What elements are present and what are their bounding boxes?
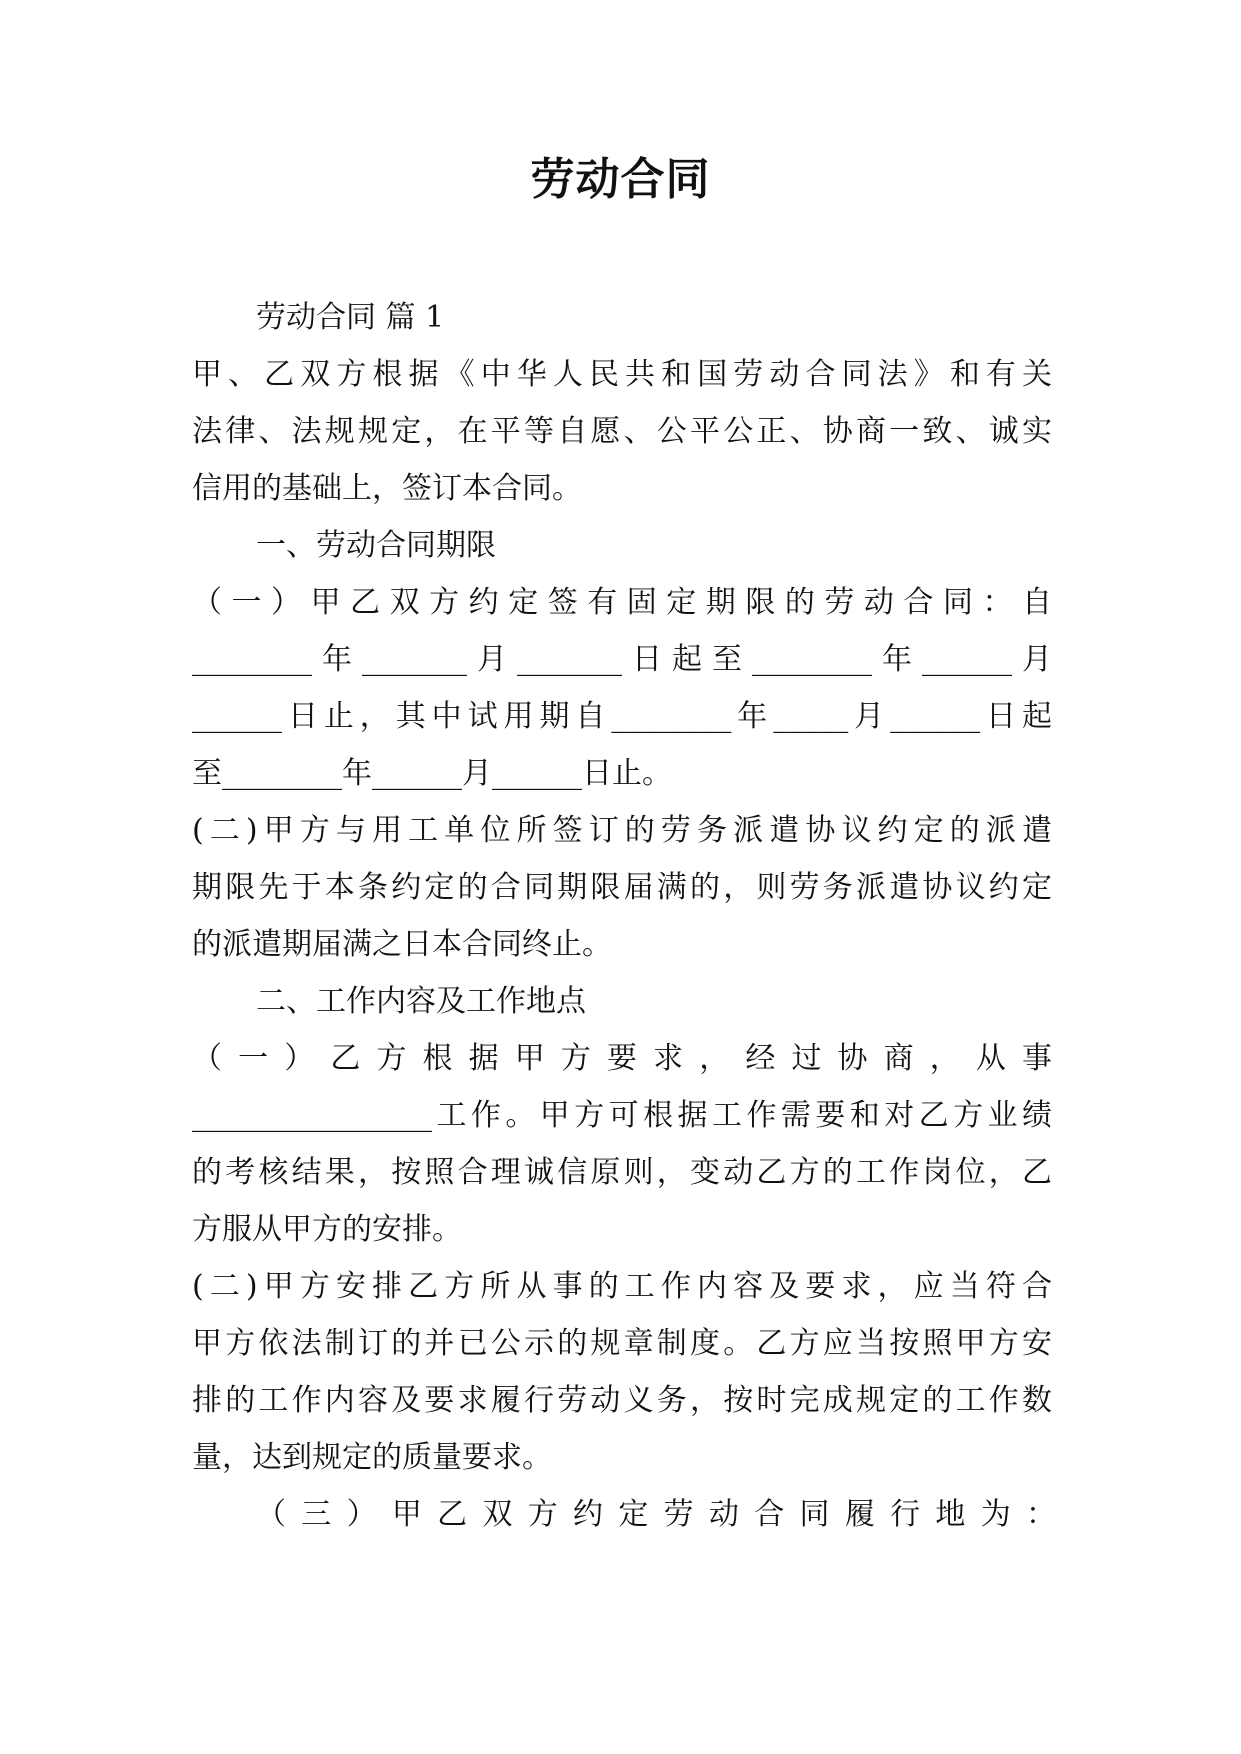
section-heading-term: 一、劳动合同期限	[256, 528, 496, 563]
paragraph-line-blanks: ______日止，其中试用期自________年_____月______日起	[192, 699, 1052, 734]
paragraph-line: 法律、法规规定，在平等自愿、公平公正、协商一致、诚实	[192, 414, 1052, 449]
section-heading-work: 二、工作内容及工作地点	[256, 984, 586, 1019]
paragraph-line-blanks: 至________年______月______日止。	[192, 756, 672, 791]
paragraph-line: 的派遣期届满之日本合同终止。	[192, 927, 612, 962]
paragraph-line: 甲、乙双方根据《中华人民共和国劳动合同法》和有关	[192, 357, 1052, 392]
paragraph-line: （一）甲乙双方约定签有固定期限的劳动合同：自	[192, 585, 1052, 620]
paragraph-line: 方服从甲方的安排。	[192, 1212, 462, 1247]
paragraph-line: 的考核结果，按照合理诚信原则，变动乙方的工作岗位，乙	[192, 1155, 1052, 1190]
section-heading-part-1: 劳动合同 篇 1	[256, 300, 445, 335]
paragraph-line: (二)甲方与用工单位所签订的劳务派遣协议约定的派遣	[192, 813, 1052, 848]
paragraph-line: 信用的基础上，签订本合同。	[192, 471, 582, 506]
paragraph-line: 排的工作内容及要求履行劳动义务，按时完成规定的工作数	[192, 1383, 1052, 1418]
paragraph-line: （一）乙方根据甲方要求，经过协商，从事	[192, 1041, 1052, 1076]
paragraph-line: (二)甲方安排乙方所从事的工作内容及要求，应当符合	[192, 1269, 1052, 1304]
paragraph-line-blanks: ________________工作。甲方可根据工作需要和对乙方业绩	[192, 1098, 1052, 1133]
paragraph-line: 量，达到规定的质量要求。	[192, 1440, 552, 1475]
paragraph-line: （三）甲乙双方约定劳动合同履行地为：	[256, 1497, 1056, 1532]
document-title: 劳动合同	[530, 154, 711, 205]
paragraph-line: 期限先于本条约定的合同期限届满的，则劳务派遣协议约定	[192, 870, 1052, 905]
paragraph-line-blanks: ________年_______月_______日起至________年______月	[192, 642, 1052, 677]
paragraph-line: 甲方依法制订的并已公示的规章制度。乙方应当按照甲方安	[192, 1326, 1052, 1361]
